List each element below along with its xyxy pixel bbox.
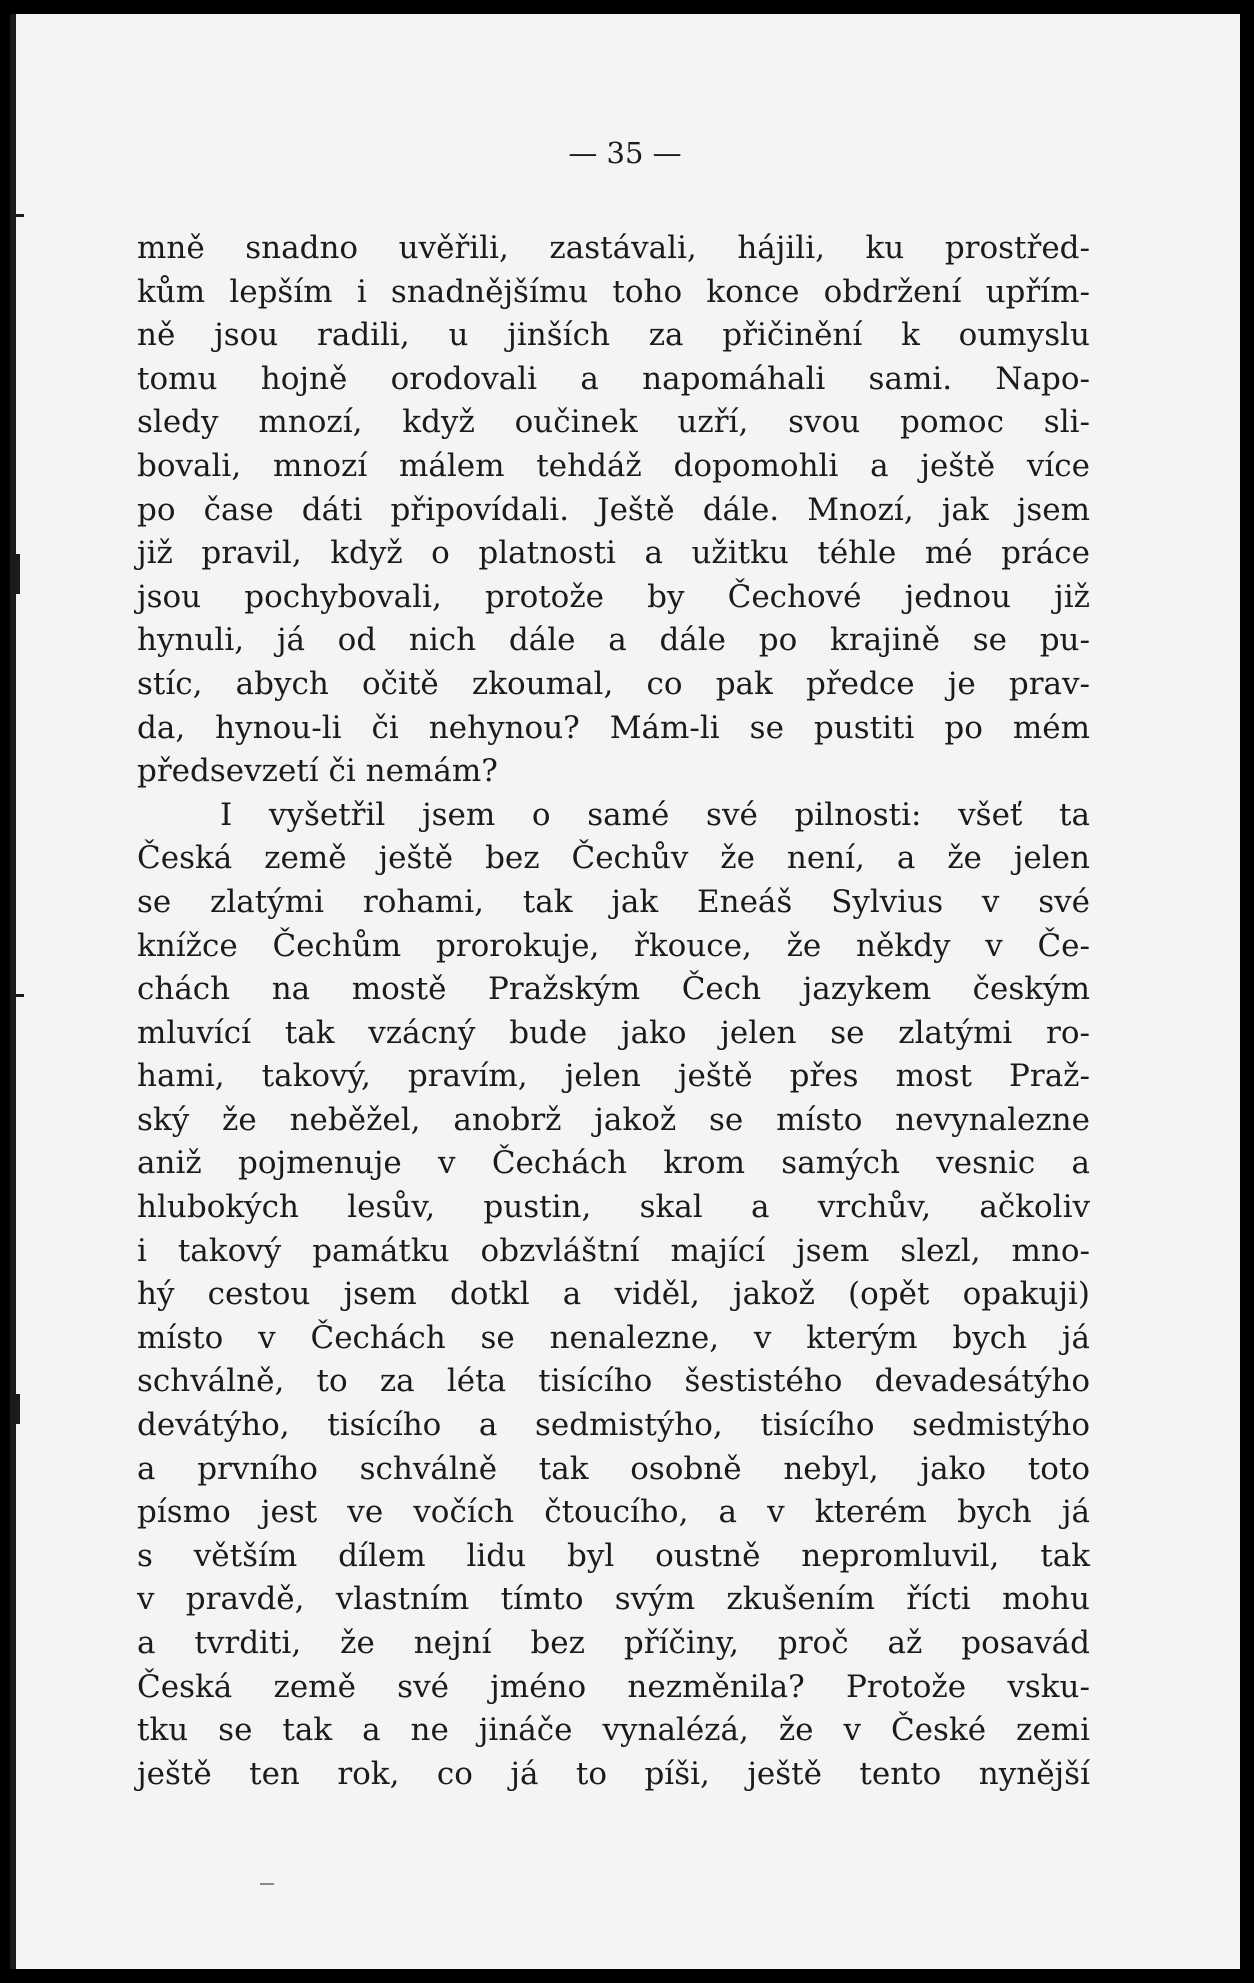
text-line: hami, takový, pravím, jelen ještě přes most Praž- (137, 1058, 1090, 1095)
page-left-edge (10, 14, 16, 1969)
text-line: tku se tak a ne jináče vynalézá, že v České zemi (137, 1712, 1090, 1749)
text-line: v pravdě, vlastním tímto svým zkušením řícti mohu (137, 1581, 1090, 1618)
text-line: Česká země ještě bez Čechův že není, a že jelen (137, 840, 1090, 877)
text-line: a prvního schválně tak osobně nebyl, jako toto (137, 1450, 1090, 1487)
text-line: kům lepším i snadnějšímu toho konce obdržení upřím- (137, 273, 1090, 310)
text-line: sledy mnozí, když oučinek uzří, svou pomoc sli- (137, 404, 1090, 441)
text-line: da, hynou-li či nehynou? Mám-li se pustiti po mém (137, 709, 1090, 746)
text-line: s větším dílem lidu byl oustně nepromluvil, tak (137, 1537, 1090, 1574)
text-line: ský že neběžel, anobrž jakož se místo nevynalezne (137, 1101, 1090, 1138)
text-line: ještě ten rok, co já to píši, ještě tento nynější (137, 1755, 1090, 1792)
text-line: chách na mostě Pražským Čech jazykem českým (137, 971, 1090, 1008)
text-line: po čase dáti připovídali. Ještě dále. Mnozí, jak jsem (137, 491, 1090, 528)
text-line: stíc, abych očitě zkoumal, co pak předce je prav- (137, 665, 1090, 702)
paragraph-end-line: předsevzetí či nemám? (137, 753, 498, 790)
book-page (10, 14, 1240, 1969)
scan-mark (10, 1394, 20, 1424)
text-line: a tvrditi, že nejní bez příčiny, proč až posavád (137, 1625, 1090, 1661)
scan-mark (10, 554, 20, 594)
text-line: již pravil, když o platnosti a užitku téhle mé práce (137, 535, 1090, 572)
paragraph-start-line: I vyšetřil jsem o samé své pilnosti: všeť ta (220, 796, 1090, 833)
scan-mark (260, 1883, 274, 1885)
text-line: tomu hojně orodovali a napomáhali sami. Napo- (137, 360, 1090, 397)
body-text (137, 227, 1090, 1796)
page-number: — 35 — (568, 136, 682, 170)
text-line: bovali, mnozí málem tehdáž dopomohli a ještě více (137, 447, 1090, 484)
text-line: písmo jest ve vočích čtoucího, a v kterém bych já (137, 1494, 1090, 1531)
text-line: hlubokých lesův, pustin, skal a vrchův, ačkoliv (137, 1189, 1090, 1226)
text-line: Česká země své jméno nezměnila? Protože vsku- (137, 1668, 1090, 1705)
text-line: aniž pojmenuje v Čechách krom samých vesnic a (137, 1145, 1090, 1182)
text-line: se zlatými rohami, tak jak Eneáš Sylvius v své (137, 883, 1090, 920)
text-line: jsou pochybovali, protože by Čechové jednou již (137, 578, 1090, 615)
text-line: i takový památku obzvláštní mající jsem slezl, mno- (137, 1232, 1090, 1269)
text-line: hý cestou jsem dotkl a viděl, jakož (opět opakuji) (137, 1276, 1090, 1313)
text-line: schválně, to za léta tisícího šestistého devadesátýho (137, 1363, 1090, 1400)
text-line: mně snadno uvěřili, zastávali, hájili, ku prostřed- (137, 230, 1090, 266)
text-line: mluvící tak vzácný bude jako jelen se zlatými ro- (137, 1014, 1090, 1051)
text-line: knížce Čechům prorokuje, řkouce, že někdy v Če- (137, 927, 1090, 964)
text-line: místo v Čechách se nenalezne, v kterým bych já (137, 1319, 1090, 1356)
scan-mark (10, 214, 24, 217)
text-line: hynuli, já od nich dále a dále po krajině se pu- (137, 622, 1090, 659)
scan-mark (10, 994, 24, 997)
text-line: ně jsou radili, u jinších za přičinění k oumyslu (137, 317, 1090, 354)
text-line: devátýho, tisícího a sedmistýho, tisícího sedmistýho (137, 1407, 1090, 1444)
